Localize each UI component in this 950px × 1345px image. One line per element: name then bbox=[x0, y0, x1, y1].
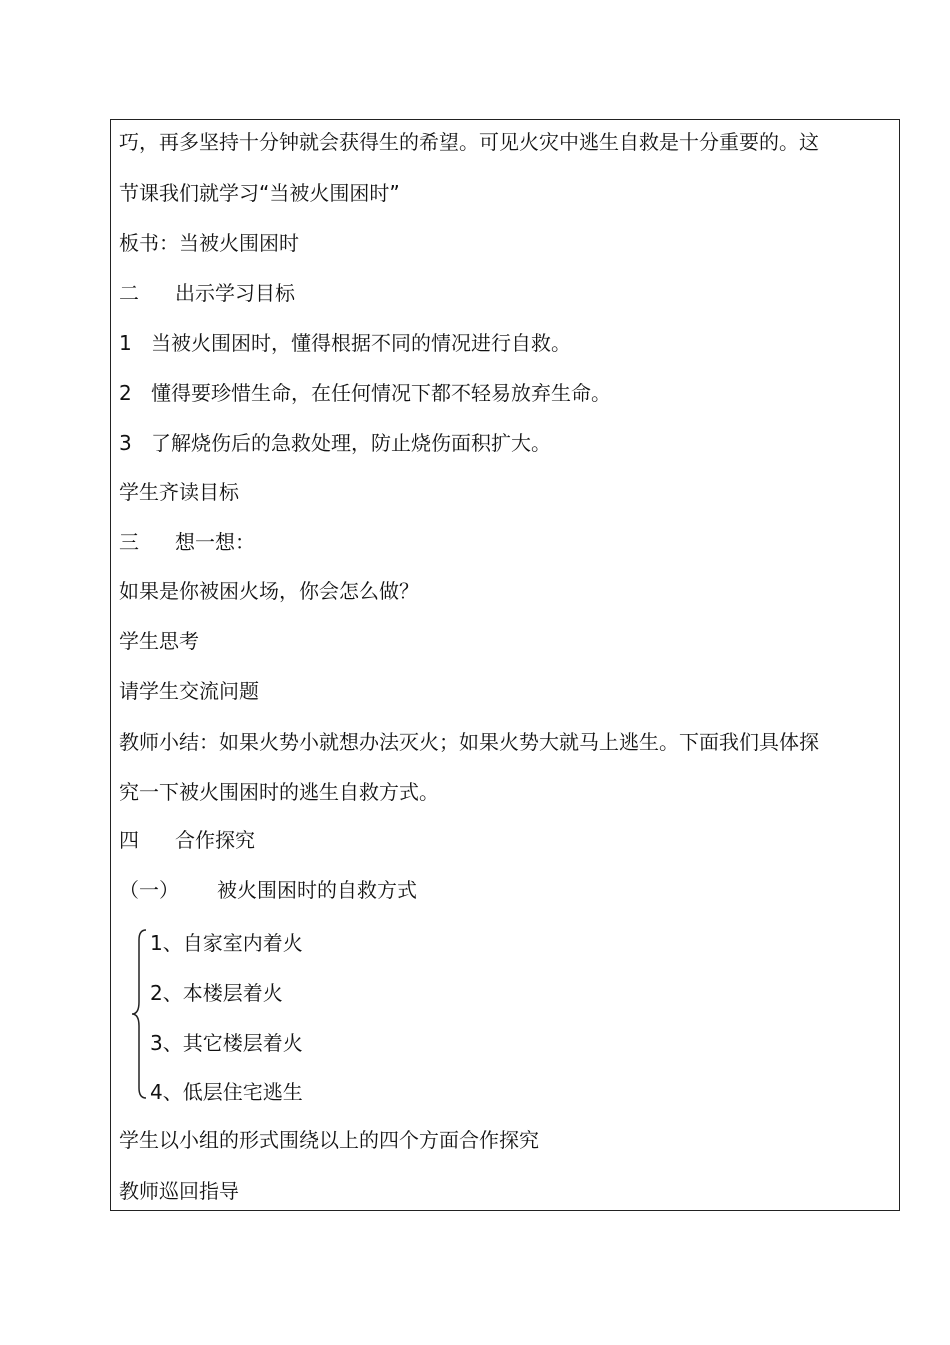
section-3-heading bbox=[119, 530, 255, 554]
paragraph-intro-line1: 巧，再多坚持十分钟就会获得生的希望。可见火灾中逃生自救是十分重要的。这 bbox=[119, 130, 819, 154]
self-rescue-item-4: 4、低层住宅逃生 bbox=[150, 1080, 303, 1104]
self-rescue-item-2: 2、本楼层着火 bbox=[150, 981, 283, 1005]
goal-text: 懂得要珍惜生命，在任何情况下都不轻易放弃生命。 bbox=[151, 381, 611, 405]
section-4-number: 四 bbox=[119, 828, 139, 852]
goal-item-1 bbox=[119, 331, 571, 355]
section-2-heading bbox=[119, 281, 295, 305]
question-text: 如果是你被困火场，你会怎么做？ bbox=[119, 579, 419, 603]
self-rescue-item-3: 3、其它楼层着火 bbox=[150, 1031, 303, 1055]
goal-number: 3 bbox=[119, 431, 132, 455]
section-3-title: 想一想： bbox=[175, 530, 255, 554]
subsection-1-title: 被火围困时的自救方式 bbox=[217, 878, 417, 902]
subsection-1-number: （一） bbox=[119, 878, 179, 902]
left-brace-icon bbox=[130, 928, 150, 1100]
goal-item-2 bbox=[119, 381, 611, 405]
teacher-guidance: 教师巡回指导 bbox=[119, 1179, 239, 1203]
section-2-title: 出示学习目标 bbox=[175, 281, 295, 305]
subsection-1-heading bbox=[119, 878, 417, 902]
goal-text: 了解烧伤后的急救处理，防止烧伤面积扩大。 bbox=[151, 431, 551, 455]
goal-text: 当被火围困时，懂得根据不同的情况进行自救。 bbox=[151, 331, 571, 355]
teacher-summary-line2: 究一下被火围困时的逃生自救方式。 bbox=[119, 780, 439, 804]
section-4-heading bbox=[119, 828, 255, 852]
students-think: 学生思考 bbox=[119, 629, 199, 653]
students-exchange: 请学生交流问题 bbox=[119, 679, 259, 703]
group-discussion: 学生以小组的形式围绕以上的四个方面合作探究 bbox=[119, 1128, 539, 1152]
teacher-summary-line1: 教师小结：如果火势小就想办法灭火；如果火势大就马上逃生。下面我们具体探 bbox=[119, 730, 819, 754]
section-4-title: 合作探究 bbox=[175, 828, 255, 852]
paragraph-intro-line2: 节课我们就学习“当被火围困时” bbox=[119, 181, 400, 205]
students-read-goals: 学生齐读目标 bbox=[119, 480, 239, 504]
goal-number: 2 bbox=[119, 381, 132, 405]
section-3-number: 三 bbox=[119, 530, 139, 554]
board-writing: 板书：当被火围困时 bbox=[119, 231, 299, 255]
self-rescue-item-1: 1、自家室内着火 bbox=[150, 931, 303, 955]
goal-number: 1 bbox=[119, 331, 132, 355]
section-2-number: 二 bbox=[119, 281, 139, 305]
goal-item-3 bbox=[119, 431, 551, 455]
